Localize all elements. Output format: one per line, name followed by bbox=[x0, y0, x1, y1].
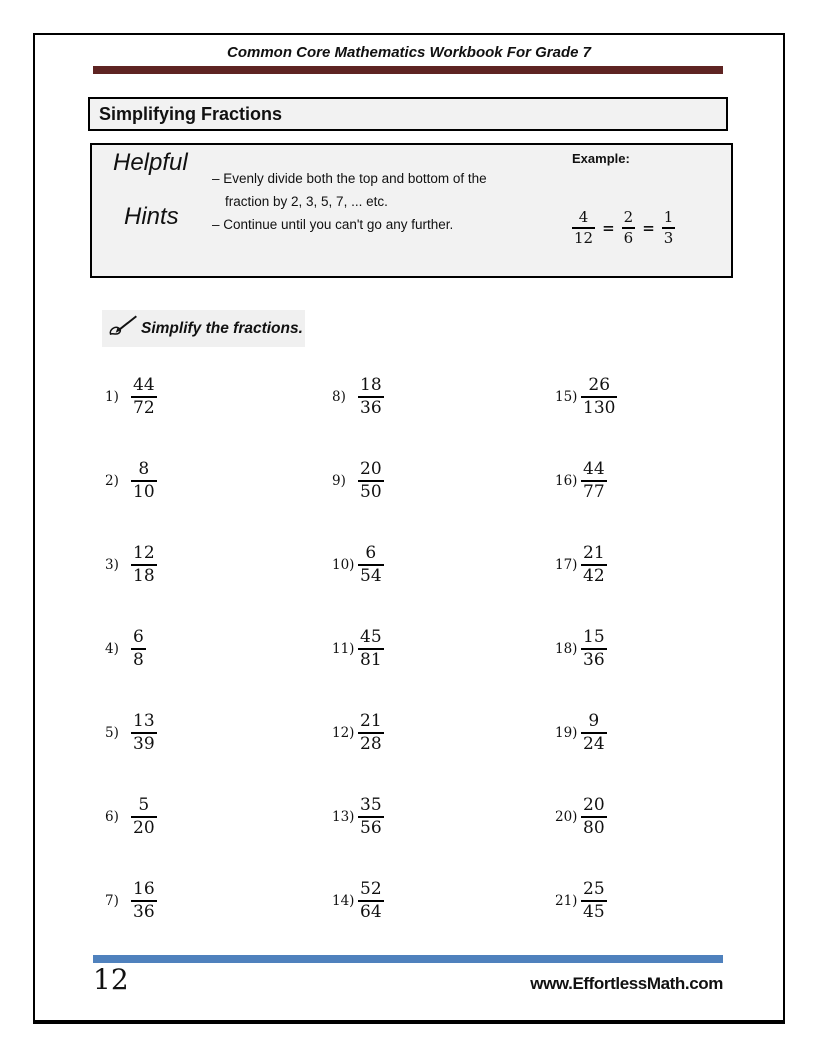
hints-bullet-list bbox=[212, 167, 532, 236]
header-rule-bar bbox=[93, 66, 723, 74]
fraction-denominator: 24 bbox=[583, 734, 605, 755]
fraction bbox=[662, 209, 676, 247]
fraction-numerator: 25 bbox=[583, 878, 605, 899]
problem-number: 5) bbox=[105, 725, 119, 741]
problem-number: 1) bbox=[105, 389, 119, 405]
fraction bbox=[131, 628, 146, 671]
fraction-numerator: 26 bbox=[588, 374, 611, 395]
fraction-numerator: 6 bbox=[133, 626, 144, 647]
equals-sign: = bbox=[642, 219, 655, 238]
fraction bbox=[131, 544, 157, 587]
fraction-numerator: 44 bbox=[583, 458, 605, 479]
fraction bbox=[581, 460, 607, 503]
fraction bbox=[358, 712, 384, 755]
helpful-hints-panel bbox=[90, 143, 733, 278]
pencil-icon bbox=[107, 314, 139, 343]
problem-number: 19) bbox=[555, 725, 578, 741]
worksheet-page bbox=[33, 33, 785, 1024]
problem-number: 11) bbox=[332, 641, 355, 657]
book-title: Common Core Mathematics Workbook For Grade 7 bbox=[227, 44, 591, 61]
problem-number: 2) bbox=[105, 473, 119, 489]
problem-item bbox=[555, 439, 765, 523]
fraction bbox=[581, 628, 607, 671]
fraction-denominator: 50 bbox=[360, 482, 382, 503]
fraction-numerator: 44 bbox=[133, 374, 155, 395]
fraction-denominator: 64 bbox=[360, 902, 382, 923]
fraction-denominator: 39 bbox=[133, 734, 155, 755]
fraction-denominator: 36 bbox=[133, 902, 155, 923]
footer bbox=[93, 963, 723, 996]
fraction bbox=[358, 544, 384, 587]
section-title-box bbox=[88, 97, 728, 131]
problem-item bbox=[332, 607, 542, 691]
example-equation bbox=[572, 209, 675, 247]
fraction bbox=[358, 628, 384, 671]
problems-column-2 bbox=[332, 355, 542, 943]
fraction bbox=[131, 712, 157, 755]
fraction-numerator: 12 bbox=[133, 542, 155, 563]
fraction-denominator: 72 bbox=[133, 398, 155, 419]
problem-item bbox=[555, 523, 765, 607]
fraction-denominator: 36 bbox=[360, 398, 382, 419]
fraction-denominator: 36 bbox=[583, 650, 605, 671]
fraction-denominator: 12 bbox=[574, 229, 594, 248]
fraction bbox=[358, 460, 384, 503]
fraction-denominator: 3 bbox=[663, 229, 674, 248]
problem-item bbox=[105, 691, 315, 775]
fraction-numerator: 1 bbox=[663, 208, 674, 226]
instruction-text: Simplify the fractions. bbox=[141, 319, 303, 337]
problem-item bbox=[555, 691, 765, 775]
fraction-denominator: 20 bbox=[133, 818, 155, 839]
fraction-numerator: 21 bbox=[360, 710, 382, 731]
fraction-numerator: 5 bbox=[138, 794, 150, 815]
hints-label-hints: Hints bbox=[124, 203, 179, 230]
problem-item bbox=[105, 607, 315, 691]
problem-number: 21) bbox=[555, 893, 578, 909]
instruction-strip bbox=[102, 310, 305, 347]
problem-number: 18) bbox=[555, 641, 578, 657]
problem-item bbox=[332, 355, 542, 439]
fraction bbox=[581, 376, 617, 419]
hint-bullet: – Continue until you can't go any further. bbox=[212, 217, 454, 232]
fraction-denominator: 56 bbox=[360, 818, 382, 839]
fraction-numerator: 4 bbox=[578, 208, 589, 226]
fraction-numerator: 2 bbox=[623, 208, 634, 226]
fraction bbox=[131, 880, 157, 923]
fraction bbox=[131, 376, 157, 419]
problem-item bbox=[105, 775, 315, 859]
fraction-denominator: 54 bbox=[360, 566, 382, 587]
fraction-denominator: 8 bbox=[133, 650, 144, 671]
fraction bbox=[358, 880, 384, 923]
problem-item bbox=[332, 691, 542, 775]
problem-number: 16) bbox=[555, 473, 578, 489]
equals-sign: = bbox=[602, 219, 615, 238]
fraction bbox=[622, 209, 636, 247]
fraction-numerator: 21 bbox=[583, 542, 605, 563]
problem-item bbox=[332, 439, 542, 523]
website-link[interactable]: www.EffortlessMath.com bbox=[530, 974, 723, 993]
fraction bbox=[572, 209, 595, 247]
fraction-numerator: 20 bbox=[360, 458, 382, 479]
fraction-numerator: 8 bbox=[138, 458, 150, 479]
problem-item bbox=[555, 355, 765, 439]
problem-number: 15) bbox=[555, 389, 578, 405]
fraction bbox=[581, 880, 607, 923]
fraction bbox=[131, 460, 157, 503]
problems-column-1 bbox=[105, 355, 315, 943]
problem-item bbox=[332, 775, 542, 859]
problem-number: 20) bbox=[555, 809, 578, 825]
problem-item bbox=[555, 775, 765, 859]
fraction bbox=[131, 796, 157, 839]
problems-column-3 bbox=[555, 355, 765, 943]
hint-bullet: – Evenly divide both the top and bottom of the fraction by 2, 3, 5, 7, ... etc. bbox=[212, 171, 487, 209]
fraction-numerator: 52 bbox=[360, 878, 382, 899]
fraction-denominator: 81 bbox=[360, 650, 382, 671]
problem-item bbox=[105, 355, 315, 439]
fraction-numerator: 35 bbox=[360, 794, 382, 815]
fraction bbox=[581, 796, 607, 839]
fraction-denominator: 80 bbox=[583, 818, 605, 839]
problem-item bbox=[105, 523, 315, 607]
problem-item bbox=[555, 607, 765, 691]
fraction-denominator: 10 bbox=[133, 482, 155, 503]
fraction-denominator: 130 bbox=[583, 398, 616, 419]
fraction bbox=[581, 544, 607, 587]
problem-item bbox=[105, 439, 315, 523]
problem-number: 10) bbox=[332, 557, 355, 573]
fraction-denominator: 28 bbox=[360, 734, 382, 755]
page-number: 12 bbox=[93, 963, 129, 996]
fraction-denominator: 6 bbox=[623, 229, 634, 248]
footer-rule-bar bbox=[93, 955, 723, 963]
problem-item bbox=[555, 859, 765, 943]
fraction-denominator: 18 bbox=[133, 566, 155, 587]
problem-item bbox=[332, 523, 542, 607]
fraction bbox=[358, 376, 384, 419]
hints-label-helpful: Helpful bbox=[113, 149, 188, 176]
fraction-numerator: 15 bbox=[583, 626, 605, 647]
fraction-numerator: 45 bbox=[360, 626, 382, 647]
fraction-numerator: 18 bbox=[360, 374, 382, 395]
fraction-numerator: 16 bbox=[133, 878, 155, 899]
problem-item bbox=[105, 859, 315, 943]
section-title: Simplifying Fractions bbox=[99, 103, 283, 124]
fraction bbox=[358, 796, 384, 839]
problem-number: 9) bbox=[332, 473, 346, 489]
fraction-numerator: 9 bbox=[588, 710, 600, 731]
problem-number: 6) bbox=[105, 809, 119, 825]
problem-number: 8) bbox=[332, 389, 346, 405]
problem-number: 17) bbox=[555, 557, 578, 573]
problem-item bbox=[332, 859, 542, 943]
fraction bbox=[581, 712, 607, 755]
fraction-numerator: 20 bbox=[583, 794, 605, 815]
fraction-denominator: 77 bbox=[583, 482, 605, 503]
problem-number: 7) bbox=[105, 893, 119, 909]
problem-number: 12) bbox=[332, 725, 355, 741]
problem-number: 4) bbox=[105, 641, 119, 657]
problem-number: 3) bbox=[105, 557, 119, 573]
problem-number: 13) bbox=[332, 809, 355, 825]
fraction-denominator: 42 bbox=[583, 566, 605, 587]
fraction-numerator: 6 bbox=[365, 542, 377, 563]
fraction-numerator: 13 bbox=[133, 710, 155, 731]
example-label: Example: bbox=[572, 151, 630, 166]
problem-number: 14) bbox=[332, 893, 355, 909]
fraction-denominator: 45 bbox=[583, 902, 605, 923]
